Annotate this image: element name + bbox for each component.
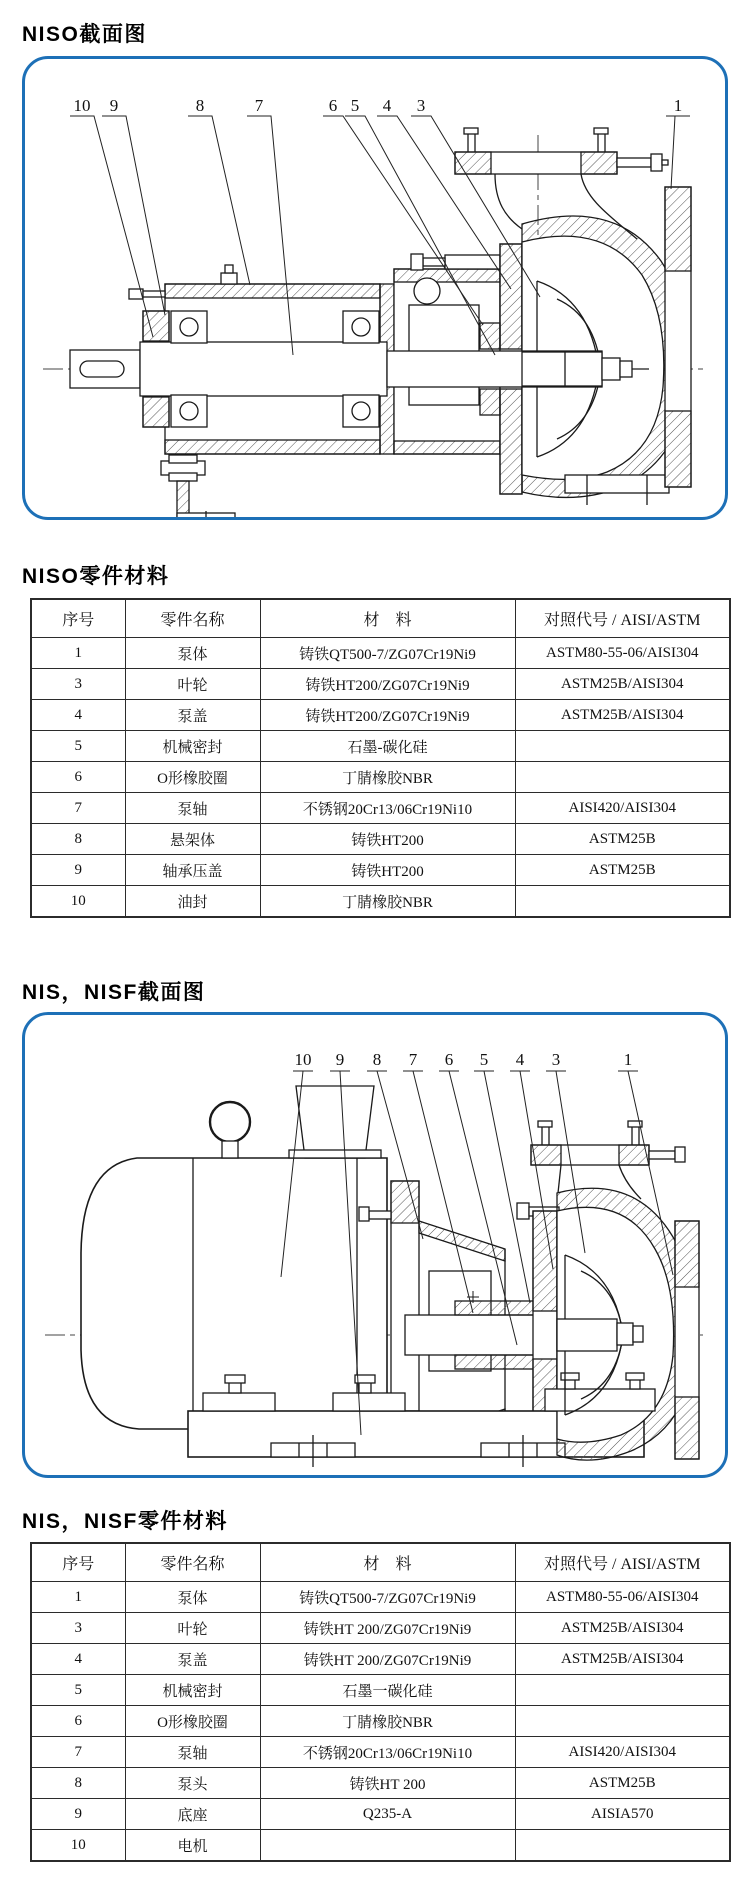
table-row [31, 762, 730, 793]
cell-index: 8 [31, 824, 125, 855]
cell-index: 1 [31, 638, 125, 669]
callout-numbers [295, 1050, 633, 1069]
cell-code: ASTM80-55-06/AISI304 [515, 638, 730, 669]
table-header [31, 599, 730, 638]
suction-flange [665, 187, 691, 487]
callout-4: 4 [515, 1050, 525, 1069]
cell-material: 铸铁HT200 [260, 824, 515, 855]
callout-6: 6 [444, 1050, 454, 1069]
header-row [31, 599, 730, 638]
cell-part: 底座 [125, 1799, 260, 1830]
col-header-code: 对照代号 / AISI/ASTM [515, 599, 730, 638]
callout-numbers [74, 96, 683, 115]
discharge-flange [531, 1121, 685, 1199]
cell-material: 铸铁QT500-7/ZG07Cr19Ni9 [260, 1582, 515, 1613]
cell-code: ASTM25B [515, 1768, 730, 1799]
col-header-index: 序号 [31, 1543, 125, 1582]
cell-material: 铸铁HT 200/ZG07Cr19Ni9 [260, 1644, 515, 1675]
cell-index: 6 [31, 762, 125, 793]
cell-code [515, 1675, 730, 1706]
cell-part: 油封 [125, 886, 260, 918]
table-row [31, 669, 730, 700]
table-row [31, 1737, 730, 1768]
cell-code: ASTM25B [515, 824, 730, 855]
cell-index: 1 [31, 1582, 125, 1613]
callout-10: 10 [294, 1050, 312, 1069]
callout-1: 1 [673, 96, 683, 115]
cell-index: 10 [31, 886, 125, 918]
niso-diagram-title: NISO截面图 [22, 23, 147, 46]
cell-index: 7 [31, 1737, 125, 1768]
cell-index: 7 [31, 793, 125, 824]
col-header-material: 材 料 [260, 1543, 515, 1582]
cell-part: 泵轴 [125, 1737, 260, 1768]
table-row [31, 824, 730, 855]
nis-cross-section-drawing [25, 1015, 725, 1475]
cell-part: 机械密封 [125, 1675, 260, 1706]
table-row [31, 700, 730, 731]
table-body [31, 638, 730, 918]
cell-material [260, 1830, 515, 1862]
cell-material: 丁腈橡胶NBR [260, 886, 515, 918]
header-row [31, 1543, 730, 1582]
table-row [31, 1706, 730, 1737]
niso-cross-section-drawing [25, 59, 725, 517]
cell-code: ASTM25B/AISI304 [515, 1644, 730, 1675]
cell-material: 石墨-碳化硅 [260, 731, 515, 762]
cell-index: 5 [31, 1675, 125, 1706]
cell-code [515, 731, 730, 762]
callout-3: 3 [416, 96, 426, 115]
cell-code [515, 762, 730, 793]
cell-material: 丁腈橡胶NBR [260, 1706, 515, 1737]
cell-index: 4 [31, 1644, 125, 1675]
cell-material: Q235-A [260, 1799, 515, 1830]
table-row [31, 1830, 730, 1862]
cell-index: 3 [31, 669, 125, 700]
cell-part: 泵轴 [125, 793, 260, 824]
cell-part: O形橡胶圈 [125, 1706, 260, 1737]
cell-part: 泵盖 [125, 1644, 260, 1675]
table-body [31, 1582, 730, 1862]
callout-7: 7 [408, 1050, 418, 1069]
table-row [31, 1644, 730, 1675]
table-row [31, 793, 730, 824]
cell-code [515, 1706, 730, 1737]
cell-code [515, 1830, 730, 1862]
cell-code: AISI420/AISI304 [515, 793, 730, 824]
table-row [31, 1613, 730, 1644]
terminal-box [289, 1086, 381, 1158]
table-header [31, 1543, 730, 1582]
cell-material: 铸铁HT200/ZG07Cr19Ni9 [260, 669, 515, 700]
callout-9: 9 [335, 1050, 345, 1069]
callout-5: 5 [350, 96, 360, 115]
cell-material: 不锈钢20Cr13/06Cr19Ni10 [260, 1737, 515, 1768]
cell-index: 5 [31, 731, 125, 762]
cell-index: 9 [31, 1799, 125, 1830]
niso-materials-table [30, 598, 731, 918]
support-leg [161, 455, 235, 517]
table-row [31, 731, 730, 762]
cell-part: 电机 [125, 1830, 260, 1862]
callout-6: 6 [328, 96, 338, 115]
cell-material: 丁腈橡胶NBR [260, 762, 515, 793]
nis-diagram-title: NIS，NISF截面图 [22, 981, 206, 1004]
col-header-material: 材 料 [260, 599, 515, 638]
table-row [31, 1768, 730, 1799]
cell-material: 不锈钢20Cr13/06Cr19Ni10 [260, 793, 515, 824]
cell-part: 泵体 [125, 1582, 260, 1613]
cell-code: AISIA570 [515, 1799, 730, 1830]
cell-index: 4 [31, 700, 125, 731]
cell-material: 铸铁HT200 [260, 855, 515, 886]
cell-material: 铸铁HT 200 [260, 1768, 515, 1799]
nis-materials-title: NIS，NISF零件材料 [22, 1510, 228, 1533]
cell-code [515, 886, 730, 918]
table-row [31, 886, 730, 918]
table-row [31, 1582, 730, 1613]
cell-part: 泵盖 [125, 700, 260, 731]
nis-diagram-panel [22, 1012, 728, 1478]
table-row [31, 1799, 730, 1830]
cell-part: 泵体 [125, 638, 260, 669]
table-row [31, 1675, 730, 1706]
cell-part: 悬架体 [125, 824, 260, 855]
cell-code: ASTM80-55-06/AISI304 [515, 1582, 730, 1613]
cell-part: 泵头 [125, 1768, 260, 1799]
callout-8: 8 [372, 1050, 382, 1069]
callout-10: 10 [73, 96, 91, 115]
cell-index: 10 [31, 1830, 125, 1862]
cell-part: 叶轮 [125, 669, 260, 700]
callout-7: 7 [254, 96, 264, 115]
cell-code: AISI420/AISI304 [515, 1737, 730, 1768]
cell-material: 石墨一碳化硅 [260, 1675, 515, 1706]
col-header-part: 零件名称 [125, 599, 260, 638]
suction-flange [675, 1221, 699, 1459]
col-header-index: 序号 [31, 599, 125, 638]
callout-4: 4 [382, 96, 392, 115]
cell-code: ASTM25B/AISI304 [515, 700, 730, 731]
callout-9: 9 [109, 96, 119, 115]
niso-diagram-panel [22, 56, 728, 520]
cell-index: 3 [31, 1613, 125, 1644]
cell-index: 6 [31, 1706, 125, 1737]
cell-material: 铸铁HT200/ZG07Cr19Ni9 [260, 700, 515, 731]
cell-index: 8 [31, 1768, 125, 1799]
callout-3: 3 [551, 1050, 561, 1069]
cell-code: ASTM25B/AISI304 [515, 1613, 730, 1644]
niso-materials-title: NISO零件材料 [22, 565, 170, 588]
callout-1: 1 [623, 1050, 633, 1069]
nis-materials-table [30, 1542, 731, 1862]
cell-part: O形橡胶圈 [125, 762, 260, 793]
table-row [31, 855, 730, 886]
cell-part: 机械密封 [125, 731, 260, 762]
cell-material: 铸铁QT500-7/ZG07Cr19Ni9 [260, 638, 515, 669]
cell-material: 铸铁HT 200/ZG07Cr19Ni9 [260, 1613, 515, 1644]
cell-part: 轴承压盖 [125, 855, 260, 886]
callout-5: 5 [479, 1050, 489, 1069]
cell-part: 叶轮 [125, 1613, 260, 1644]
cell-code: ASTM25B [515, 855, 730, 886]
lifting-eye [210, 1102, 250, 1158]
callout-8: 8 [195, 96, 205, 115]
cell-code: ASTM25B/AISI304 [515, 669, 730, 700]
table-row [31, 638, 730, 669]
cell-index: 9 [31, 855, 125, 886]
col-header-part: 零件名称 [125, 1543, 260, 1582]
col-header-code: 对照代号 / AISI/ASTM [515, 1543, 730, 1582]
